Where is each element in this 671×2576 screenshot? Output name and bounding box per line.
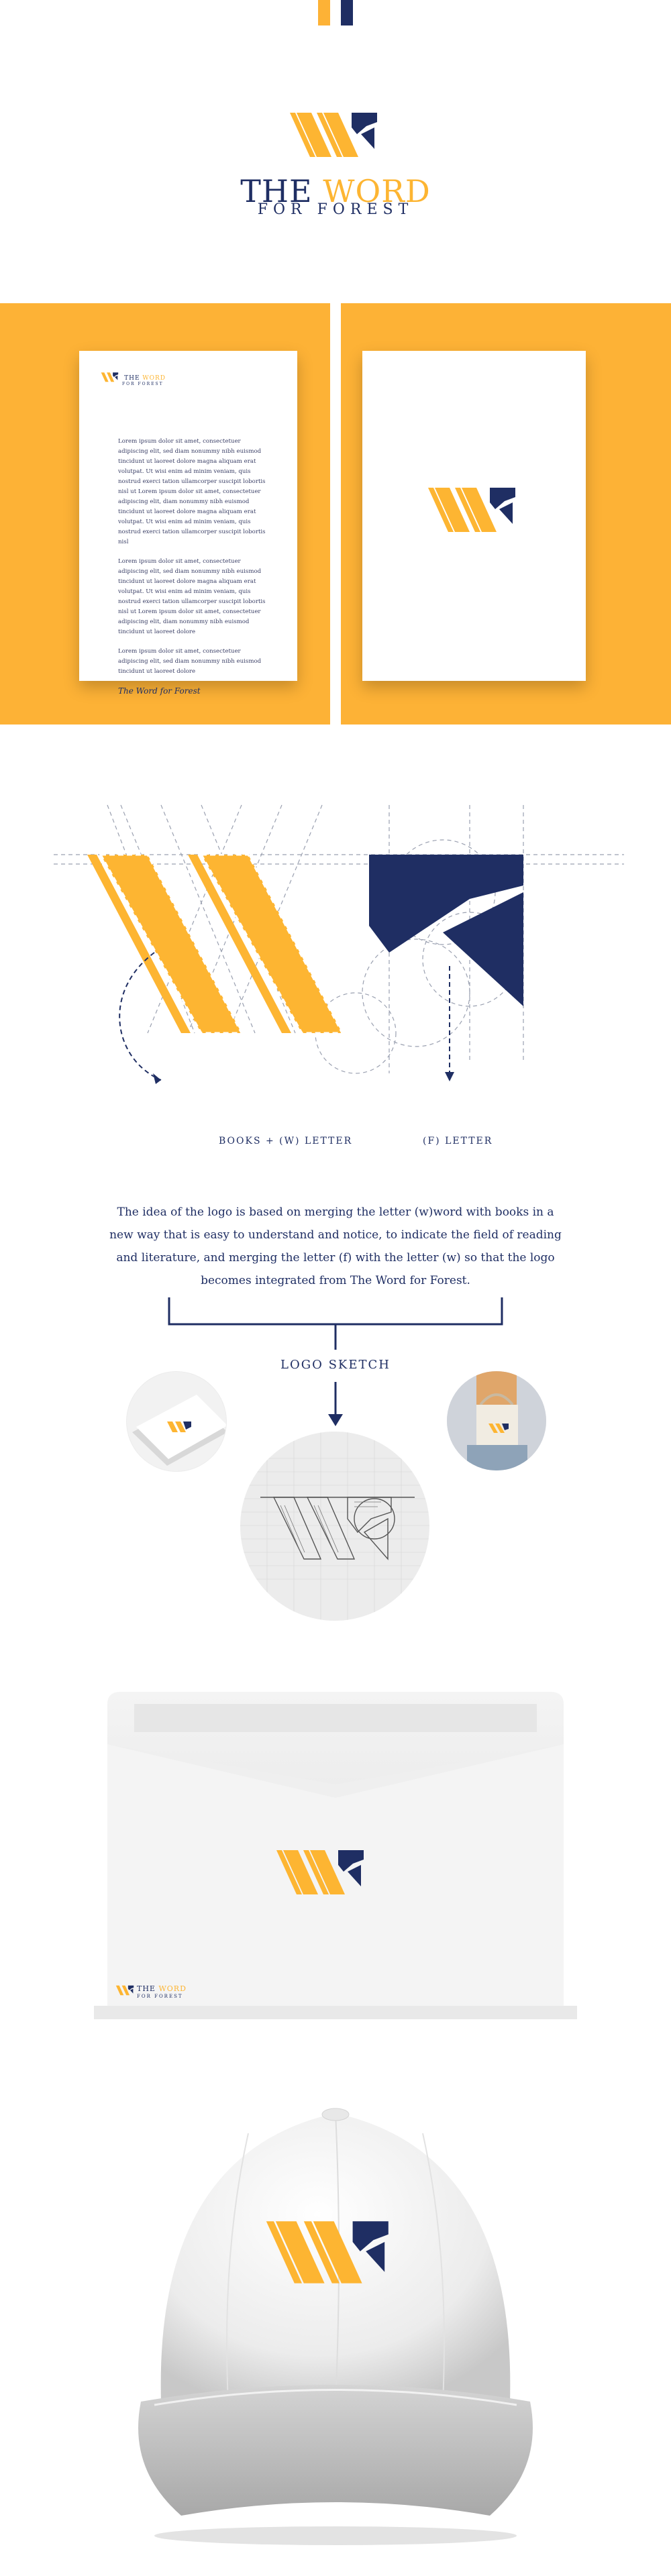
business-card-image <box>127 1372 226 1471</box>
logo-sketch-image <box>240 1432 429 1621</box>
logo-construction-diagram <box>40 792 631 1140</box>
construction-label-left: BOOKS + (W) LETTER <box>219 1136 353 1146</box>
cap-mockup <box>114 2053 557 2549</box>
letterhead-signature: The Word for Forest <box>118 686 201 696</box>
letterhead-logo-icon <box>98 371 121 383</box>
top-tab-navy <box>341 0 353 25</box>
sketch-arrow <box>325 1382 346 1429</box>
logo-w-books <box>290 113 358 157</box>
brand-title-part1: THE <box>240 173 323 209</box>
letterhead-body <box>118 437 268 696</box>
logo-f-letter <box>352 113 377 149</box>
letterhead-brand-text: THE WORD <box>124 375 166 382</box>
construction-f-letter <box>369 855 523 1006</box>
tote-bag-image <box>447 1371 546 1470</box>
letterhead-paragraph-1: Lorem ipsum dolor sit amet, consectetuer adipiscing elit, sed diam nonummy nibh euismod tincidunt ut laoreet dolore magna aliquam erat volutpat. Ut wisi enim ad minim veniam, quis nostrud exerci tation ullamcorper suscipit lobortis nisl ut Lorem ipsum dolor sit amet, consectetuer adipiscing elit, diam nonummy nibh euismod tincidunt ut laoreet dolore magna aliquam erat volutpat. Ut wisi enim ad minim veniam, quis nostrud exerci tation ullamcorper suscipit lobortis nisl <box>118 438 266 545</box>
brand-title-part2: WORD <box>323 173 431 209</box>
letterhead-paragraph-2: Lorem ipsum dolor sit amet, consectetuer adipiscing elit, sed diam nonummy nibh euismod tincidunt ut laoreet dolore magna aliquam erat volutpat. Ut wisi enim ad minim veniam, quis nostrud exerci tation ullamcorper suscipit lobortis nisl ut Lorem ipsum dolor sit amet, consectetuer adipiscing elit, diam nonummy nibh euismod tincidunt ut laoreet dolore <box>118 558 266 635</box>
construction-w-books <box>87 855 342 1033</box>
letterhead-paragraph-3: Lorem ipsum dolor sit amet, consectetuer adipiscing elit, sed diam nonummy nibh euismod tincidunt ut laoreet dolore <box>118 648 262 675</box>
arrow-head-left <box>153 1073 161 1084</box>
business-card-mockup <box>126 1371 227 1472</box>
envelope-brand-text: THE WORD <box>137 1984 187 1993</box>
concept-description: The idea of the logo is based on merging the letter (w)word with books in a new way that is easy to understand and notice, to indicate the field of reading and literature, and merging the letter (f) with the letter (w) so that the logo becomes integrated from The Word for Forest. <box>109 1205 562 1287</box>
letterhead-brand <box>98 370 166 386</box>
tote-bag-mockup <box>447 1371 546 1470</box>
description-bracket <box>168 1297 503 1351</box>
brand-logo-mark <box>282 107 389 161</box>
brand-subtitle: FOR FOREST <box>257 201 414 218</box>
cover-page <box>362 351 586 681</box>
logo-sketch-label: LOGO SKETCH <box>280 1358 391 1372</box>
envelope-brand-sub: FOR FOREST <box>137 1994 183 1999</box>
letterhead-page <box>79 351 297 696</box>
cover-logo-mark <box>420 482 527 536</box>
letterhead-brand-sub: FOR FOREST <box>122 381 164 386</box>
logo-sketch-drawing <box>240 1432 429 1621</box>
construction-label-right: (F) LETTER <box>423 1136 493 1146</box>
envelope-mockup <box>94 1690 577 2026</box>
arrow-head-right <box>445 1072 454 1081</box>
top-tab-orange <box>318 0 330 25</box>
